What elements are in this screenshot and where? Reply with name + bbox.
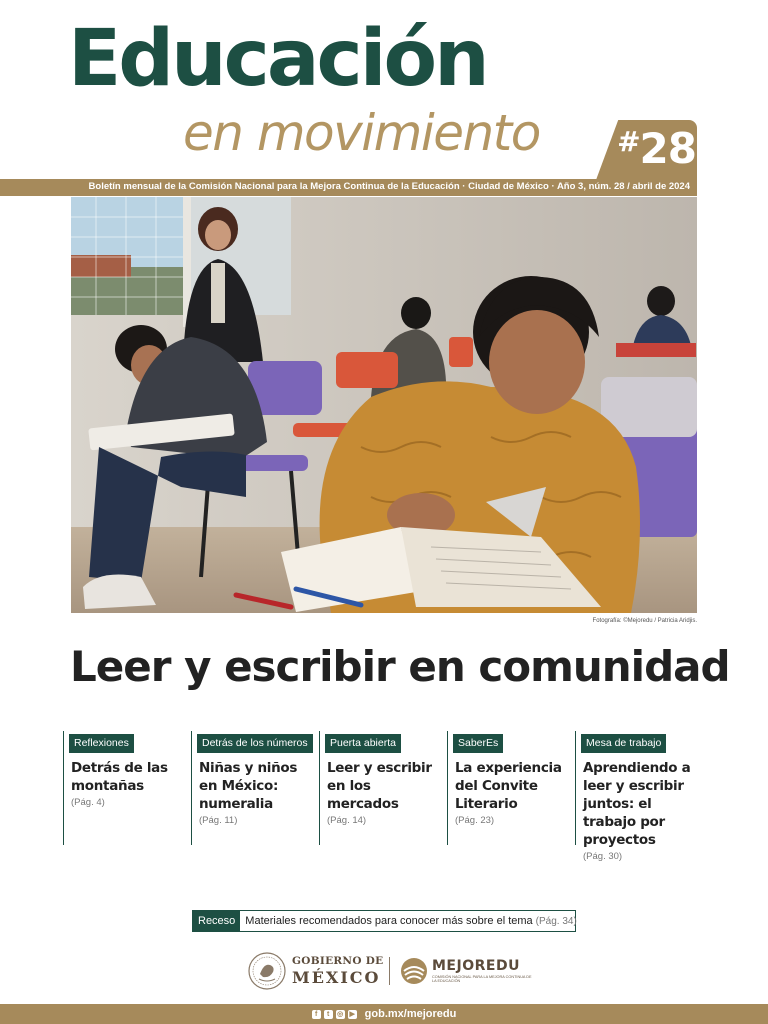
hero-photo [71, 197, 697, 613]
toc-section-label: Detrás de los números [197, 734, 313, 753]
toc-page: (Pág. 30) [583, 850, 623, 862]
mejoredu-wordmark: MEJOREDU [432, 958, 520, 974]
toc-page: (Pág. 14) [327, 814, 367, 826]
receso-label: Receso [193, 911, 240, 931]
mejoredu-tagline: COMISIÓN NACIONAL PARA LA MEJORA CONTINUA DE LA EDUCACIÓN [432, 975, 532, 984]
institutional-logos [246, 951, 536, 993]
masthead-subtitle: en movimiento [183, 104, 540, 162]
toc-section-label: Reflexiones [69, 734, 134, 753]
toc-title: Niñas y niños en México: numeralia [199, 760, 298, 812]
footer-bar [0, 1004, 768, 1024]
social-icons [312, 1010, 357, 1019]
toc-page: (Pág. 11) [199, 814, 238, 826]
toc-section-label: Mesa de trabajo [581, 734, 666, 753]
logo-divider [389, 957, 390, 985]
toc-item-mesa-de-trabajo[interactable] [575, 731, 697, 862]
toc-section-label: Puerta abierta [325, 734, 401, 753]
receso-page: (Pág. 34) [535, 915, 577, 927]
gov-line-1: GOBIERNO DE [292, 955, 384, 967]
mejoredu-logo-icon [400, 957, 428, 985]
mexico-seal-icon [248, 952, 286, 990]
toc-item-saberes[interactable] [447, 731, 569, 845]
toc-page: (Pág. 4) [71, 796, 105, 808]
youtube-icon[interactable]: ▶ [349, 1010, 355, 1018]
receso-text: Materiales recomendados para conocer más sobre el tema [245, 915, 533, 927]
issue-number-value: 28 [639, 124, 696, 173]
toc-item-puerta-abierta[interactable] [319, 731, 441, 845]
toc-title: Aprendiendo a leer y escribir juntos: el trabajo por proyectos [583, 760, 691, 848]
toc-title: La experiencia del Convite Literario [455, 760, 562, 812]
toc-title: Detrás de las montañas [71, 760, 168, 794]
gobierno-de-mexico-wordmark [292, 956, 383, 986]
issue-number [608, 123, 696, 176]
facebook-icon[interactable]: f [312, 1010, 321, 1019]
toc-page: (Pág. 23) [455, 814, 495, 826]
toc-item-numeros[interactable] [191, 731, 313, 845]
classroom-illustration [71, 197, 697, 613]
toc-title: Leer y escribir en los mercados [327, 760, 432, 812]
masthead-title: Educación [68, 14, 487, 104]
cover-headline: Leer y escribir en comunidad [70, 642, 730, 691]
instagram-icon[interactable]: ◎ [337, 1010, 344, 1018]
toc-item-reflexiones[interactable] [63, 731, 185, 845]
gov-line-2: MÉXICO [292, 967, 381, 987]
twitter-icon[interactable]: t [324, 1010, 333, 1019]
footer-url-link[interactable]: gob.mx/mejoredu [364, 1008, 457, 1020]
issue-hash: # [617, 125, 640, 158]
receso-banner[interactable] [192, 910, 576, 932]
photo-credit: Fotografía: ©Mejoredu / Patricia Aridjis. [592, 618, 697, 624]
toc-section-label: SaberEs [453, 734, 503, 753]
bulletin-tagline: Boletín mensual de la Comisión Nacional para la Mejora Continua de la Educación · Ciudad de México · Año 3, núm. 28 / abril de 2024 [88, 181, 690, 192]
